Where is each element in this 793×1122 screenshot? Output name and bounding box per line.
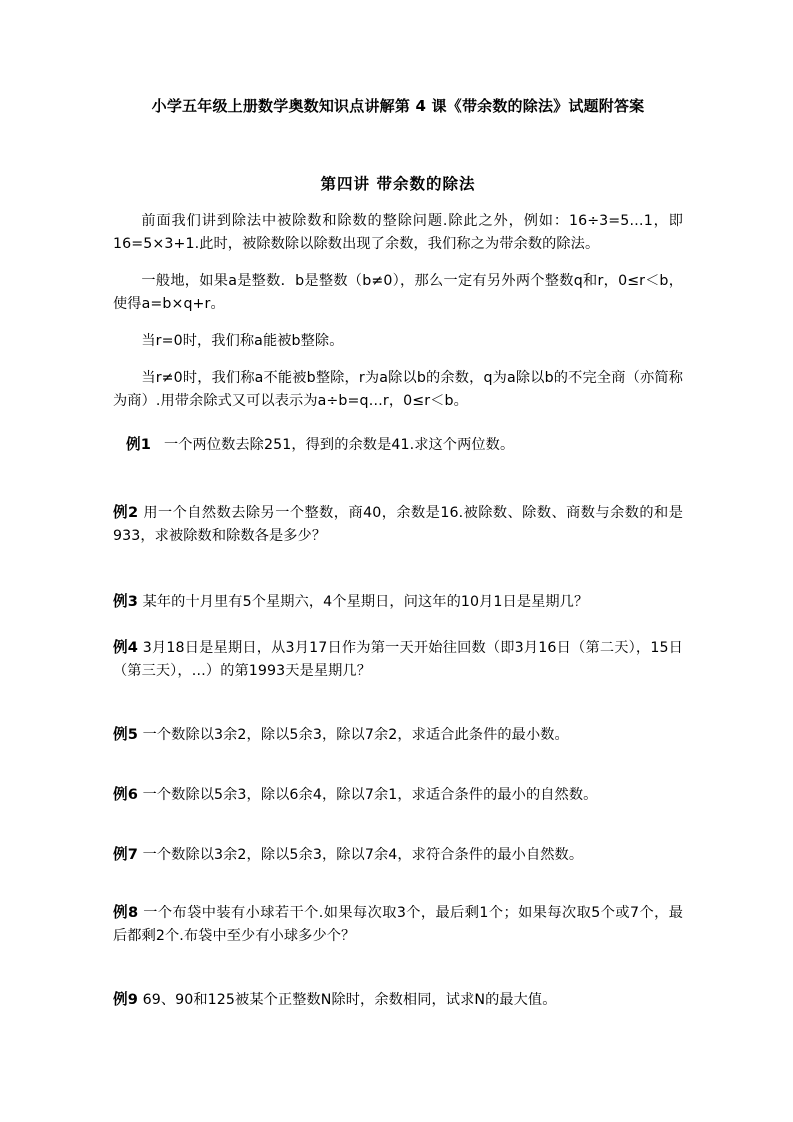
example-item-7 [113,807,683,867]
example-text: 某年的十月里有5个星期六，4个星期日，问这年的10月1日是星期几？ [142,593,589,610]
example-text: 用一个自然数去除另一个整数，商40，余数是16.被除数、除数、商数与余数的和是933，求被除数和除数各是多少？ [113,504,683,544]
example-item-3 [113,548,683,614]
example-text: 一个数除以3余2，除以5余3，除以7余2，求适合此条件的最小数。 [142,726,569,743]
example-item-1 [113,413,683,457]
example-text: 69、90和125被某个正整数N除时，余数相同，试求N的最大值。 [142,991,557,1008]
body-paragraph-2: 一般地，如果a是整数．b是整数（b≠0），那么一定有另外两个整数q和r，0≤r＜b，使得a=b×q+r。 [113,272,683,312]
example-label: 例3 [113,592,138,610]
body-paragraph-3: 当r=0时，我们称a能被b整除。 [141,332,344,349]
body-paragraph-1: 前面我们讲到除法中被除数和除数的整除问题.除此之外，例如：16÷3=5…1，即16=5×3+1.此时，被除数除以除数出现了余数，我们称之为带余数的除法。 [113,212,683,252]
example-text: 一个布袋中装有小球若干个.如果每次取3个，最后剩1个；如果每次取5个或7个，最后都剩2个.布袋中至少有小球多少个？ [113,904,683,944]
example-item-5 [113,683,683,747]
example-text: 一个数除以3余2，除以5余3，除以7余4，求符合条件的最小自然数。 [142,846,584,863]
example-item-4 [113,614,683,683]
example-label: 例7 [113,845,138,863]
example-text: 一个两位数去除251，得到的余数是41.求这个两位数。 [163,436,515,453]
example-label: 例9 [113,990,138,1008]
example-item-8 [113,867,683,948]
example-text: 一个数除以5余3，除以6余4，除以7余1，求适合条件的最小的自然数。 [142,786,598,803]
example-label: 例6 [113,785,138,803]
example-label: 例4 [113,638,139,656]
example-item-6 [113,747,683,807]
example-label: 例8 [113,903,139,921]
section-title: 第四讲 带余数的除法 [320,174,476,193]
document-content [113,0,683,1012]
example-item-2 [113,457,683,548]
example-label: 例5 [113,725,138,743]
body-paragraph-4: 当r≠0时，我们称a不能被b整除，r为a除以b的余数，q为a除以b的不完全商（亦简称为商）.用带余除式又可以表示为a÷b=q…r，0≤r＜b。 [113,369,683,409]
example-text: 3月18日是星期日，从3月17日作为第一天开始往回数（即3月16日（第二天），15日（第三天），…）的第1993天是星期几？ [113,639,683,679]
example-label: 例1 [126,435,151,453]
page-title: 小学五年级上册数学奥数知识点讲解第 4 课《带余数的除法》试题附答案 [151,97,645,115]
example-label: 例2 [113,503,139,521]
example-item-9 [113,948,683,1012]
